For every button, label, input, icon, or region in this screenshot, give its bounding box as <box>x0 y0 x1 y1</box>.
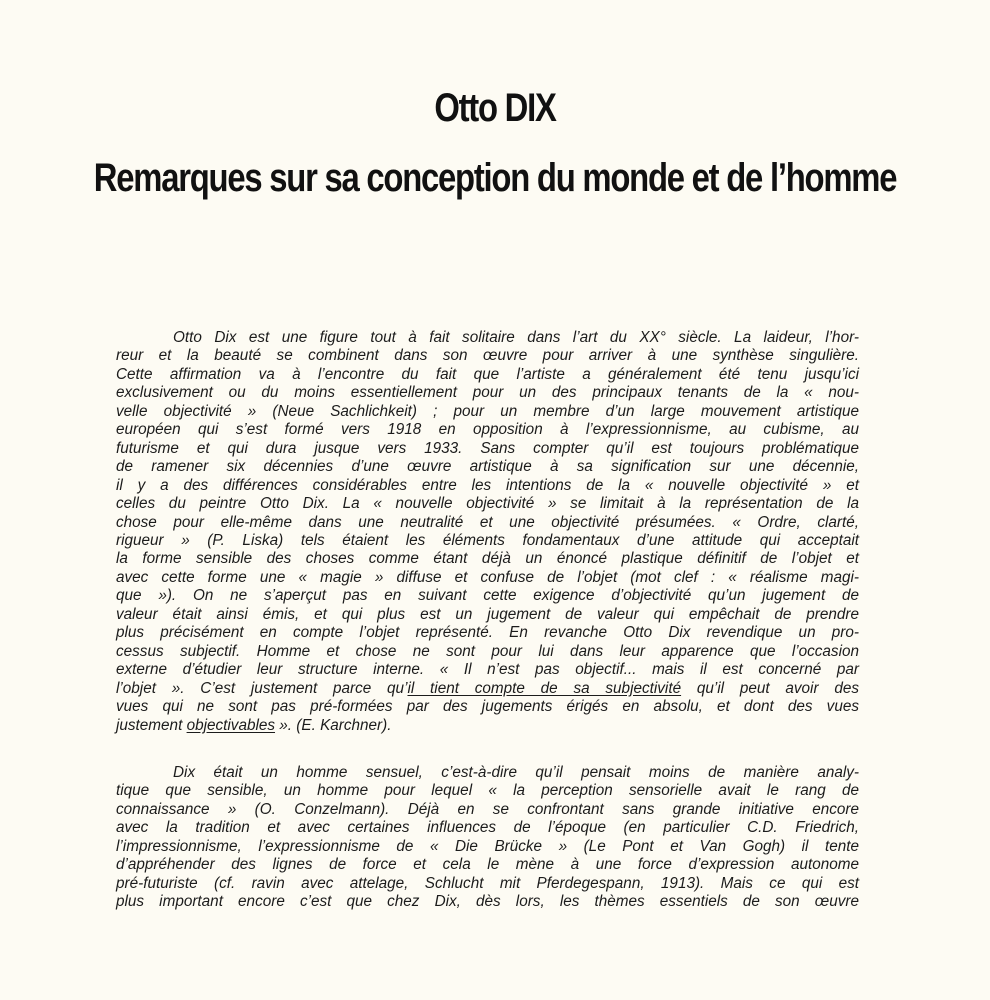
text-line: connaissance » (O. Conzelmann). Déjà en se confrontant sans grande initiative encore <box>116 800 859 818</box>
underlined-word: objectivables <box>186 716 276 734</box>
text-segment: justement <box>116 716 187 734</box>
text-line: cessus subjectif. Homme et chose ne sont pour lui dans leur apparence que l’occasion <box>116 642 859 660</box>
text-line: il y a des différences considérables entre les intentions de la « nouvelle objectivité » et <box>116 476 859 494</box>
text-line: avec cette forme une « magie » diffuse et confuse de l’objet (mot clef : « réalisme magi- <box>116 568 859 586</box>
text-segment: l’objet ». C’est justement parce qu’ <box>116 679 408 697</box>
text-line: d’appréhender des lignes de force et cela le mène à une force d’expression autonome <box>116 856 859 874</box>
text-line: Dix était un homme sensuel, c’est-à-dire qu’il pensait moins de manière analy- <box>173 764 859 781</box>
text-line: velle objectivité » (Neue Sachlichkeit) ; pour un membre d’un large mouvement artistique <box>116 402 859 420</box>
text-line: exclusivement ou du moins essentiellement pour un des principaux tenants de la « nou- <box>116 384 859 402</box>
text-line: l’impressionnisme, l’expressionnisme de « Die Brücke » (Le Pont et Van Gogh) il tente <box>116 837 859 855</box>
paragraph-1 <box>116 329 859 735</box>
text-line: la forme sensible des choses comme étant déjà un énoncé plastique définitif de l’objet et <box>116 550 859 568</box>
text-line: avec la tradition et avec certaines influences de l’époque (en particulier C.D. Friedrich, <box>116 819 859 837</box>
text-segment: qu’il peut avoir des <box>681 679 859 697</box>
text-line: chose pour elle-même dans une neutralité et une objectivité présumées. « Ordre, clarté, <box>116 513 859 531</box>
text-line <box>116 717 859 735</box>
text-line: externe d’étudier leur structure interne. « Il n’est pas objectif... mais il est concerné par <box>116 661 859 679</box>
page-subtitle: Remarques sur sa conception du monde et de l’homme <box>93 156 897 200</box>
text-line <box>116 680 859 698</box>
text-line: Otto Dix est une figure tout à fait solitaire dans l’art du XX° siècle. La laideur, l’hor- <box>173 329 859 346</box>
text-line: européen qui s’est formé vers 1918 en opposition à l’expressionnisme, au cubisme, au <box>116 421 859 439</box>
text-line: tique que sensible, un homme pour lequel « la perception sensorielle avait le rang de <box>116 782 859 800</box>
text-line: que »). On ne s’aperçut pas en suivant cette exigence d’objectivité qu’un jugement de <box>116 587 859 605</box>
text-line: de ramener six décennies d’une œuvre artistique à sa signification sur une décennie, <box>116 458 859 476</box>
text-line: celles du peintre Otto Dix. La « nouvelle objectivité » se limitait à la représentation de la <box>116 495 859 513</box>
text-line: rigueur » (P. Liska) tels étaient les éléments fondamentaux d’une attitude qui acceptait <box>116 531 859 549</box>
page-title: Otto DIX <box>434 86 556 130</box>
text-line: Cette affirmation va à l’encontre du fait que l’artiste a généralement été tenu jusqu’ici <box>116 365 859 383</box>
text-line: pré-futuriste (cf. ravin avec attelage, Schlucht mit Pferdegespann, 1913). Mais ce qui est <box>116 874 859 892</box>
text-line: valeur était ainsi émis, et qui plus est un jugement de valeur qui empêchait de prendre <box>116 605 859 623</box>
text-segment: ». (E. Karchner). <box>275 716 392 734</box>
paragraph-2 <box>116 764 859 912</box>
text-line: vues qui ne sont pas pré-formées par des jugements érigés en absolu, et dont des vues <box>116 698 859 716</box>
text-line: plus précisément en compte l’objet représenté. En revanche Otto Dix revendique un pro- <box>116 624 859 642</box>
text-line: futurisme et qui dura jusque vers 1933. Sans compter qu’il est toujours problématique <box>116 439 859 457</box>
text-line: reur et la beauté se combinent dans son œuvre pour arriver à une synthèse singulière. <box>116 347 859 365</box>
text-line: plus important encore c’est que chez Dix, dès lors, les thèmes essentiels de son œuvre <box>116 893 859 911</box>
underlined-phrase: il tient compte de sa subjectivité <box>407 679 682 697</box>
